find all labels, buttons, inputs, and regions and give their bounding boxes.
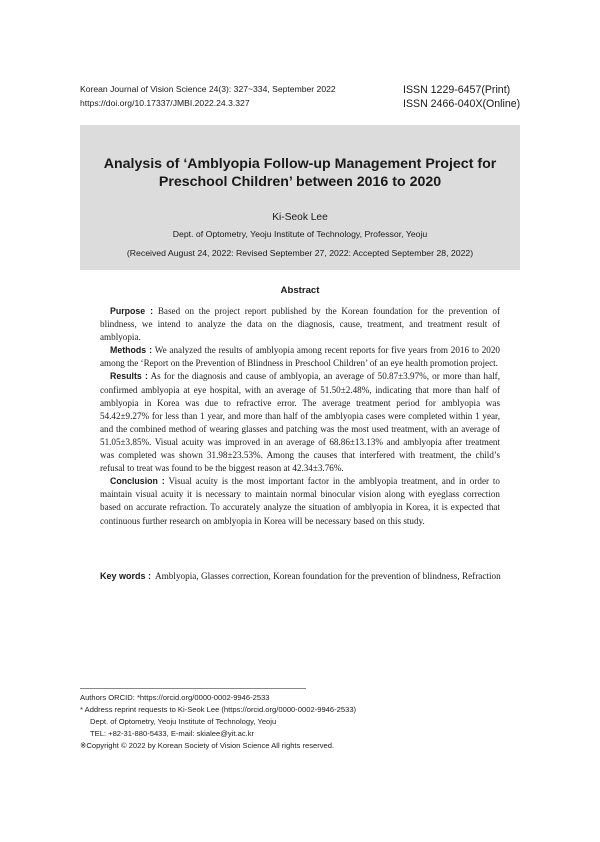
conclusion-label: Conclusion : [110,476,165,487]
author-name: Ki-Seok Lee [272,212,328,223]
methods-text: We analyzed the results of amblyopia among recent reports for five years from 2016 to 2020 among the ‘Report on the Prevention of Blindness in Preschool Children’ of an eye health promotion project. [100,345,500,369]
abstract-heading: Abstract [280,285,320,296]
abstract-purpose [100,305,500,344]
footnotes [80,692,520,752]
journal-line: Korean Journal of Vision Science 24(3): 327~334, September 2022 [80,84,336,94]
results-text: As for the diagnosis and cause of amblyopia, an average of 50.87±3.97%, or more than half, confirmed amblyopia at eye hospital, with an average of 51.50±2.48%, indicating that more than half of amblyopia in Korea was due to refractive error. The average treatment period for amblyopia was 54.42±9.27% for less than 1 year, and more than half of the amblyopia cases were completed within 1 year, and the combined method of wearing glasses and patching was the most used treatment, with an average of 51.05±3.85%. Visual acuity was improved in an average of 68.86±13.13% and amblyopia after treatment was completed was shown 31.98±23.53%. Among the causes that interfered with treatment, the child’s refusal to treat was found to be the biggest reason at 42.34±3.76%. [100,371,500,474]
abstract-methods [100,344,500,370]
abstract-body [100,305,500,528]
keywords-text: Amblyopia, Glasses correction, Korean foundation for the prevention of blindness, Refraction [155,571,501,581]
issn-online: ISSN 2466-040X(Online) [403,98,521,110]
title-line-2: Preschool Children’ between 2016 to 2020 [158,174,442,190]
keywords-label: Key words : [100,571,152,581]
footnote-contact: TEL: +82-31-880-5433, E-mail: skialee@yit.ac.kr [90,729,255,739]
footnote-reprint: * Address reprint requests to Ki-Seok Lee (https://orcid.org/0000-0002-9946-2533) [80,705,357,715]
paper-title [80,155,520,191]
methods-label: Methods : [110,345,153,356]
footnote-copyright: ※Copyright © 2022 by Korean Society of Vision Science All rights reserved. [80,741,335,751]
results-label: Results : [110,371,148,382]
abstract-conclusion [100,475,500,527]
footnote-dept: Dept. of Optometry, Yeoju Institute of Technology, Yeoju [90,717,277,727]
received-dates: (Received August 24, 2022: Revised September 27, 2022: Accepted September 28, 2022) [126,248,474,258]
footnote-divider [80,688,306,689]
issn-block [403,83,520,111]
keywords [100,570,510,583]
issn-print: ISSN 1229-6457(Print) [403,84,511,96]
footnote-orcid: Authors ORCID: *https://orcid.org/0000-0002-9946-2533 [80,693,270,702]
purpose-label: Purpose : [110,306,154,316]
journal-citation [80,82,336,110]
author-affiliation: Dept. of Optometry, Yeoju Institute of Technology, Professor, Yeoju [172,229,428,239]
title-line-1: Analysis of ‘Amblyopia Follow-up Management Project for [103,156,497,172]
purpose-text: Based on the project report published by the Korean foundation for the prevention of blindness, we intend to analyze the data on the diagnosis, cause, treatment, and treatment result of amblyopia. [100,306,500,343]
title-box [80,125,520,270]
abstract-results [100,370,500,475]
conclusion-text: Visual acuity is the most important factor in the amblyopia treatment, and in order to maintain visual acuity it is necessary to maintain normal binocular vision along with eyeglass correction based on accurate refraction. To accurately analyze the situation of amblyopia in Korea, it is expected that continuous further research on amblyopia in Korea will be necessary based on this study. [100,476,500,526]
doi-line: https://doi.org/10.17337/JMBI.2022.24.3.327 [80,98,250,108]
